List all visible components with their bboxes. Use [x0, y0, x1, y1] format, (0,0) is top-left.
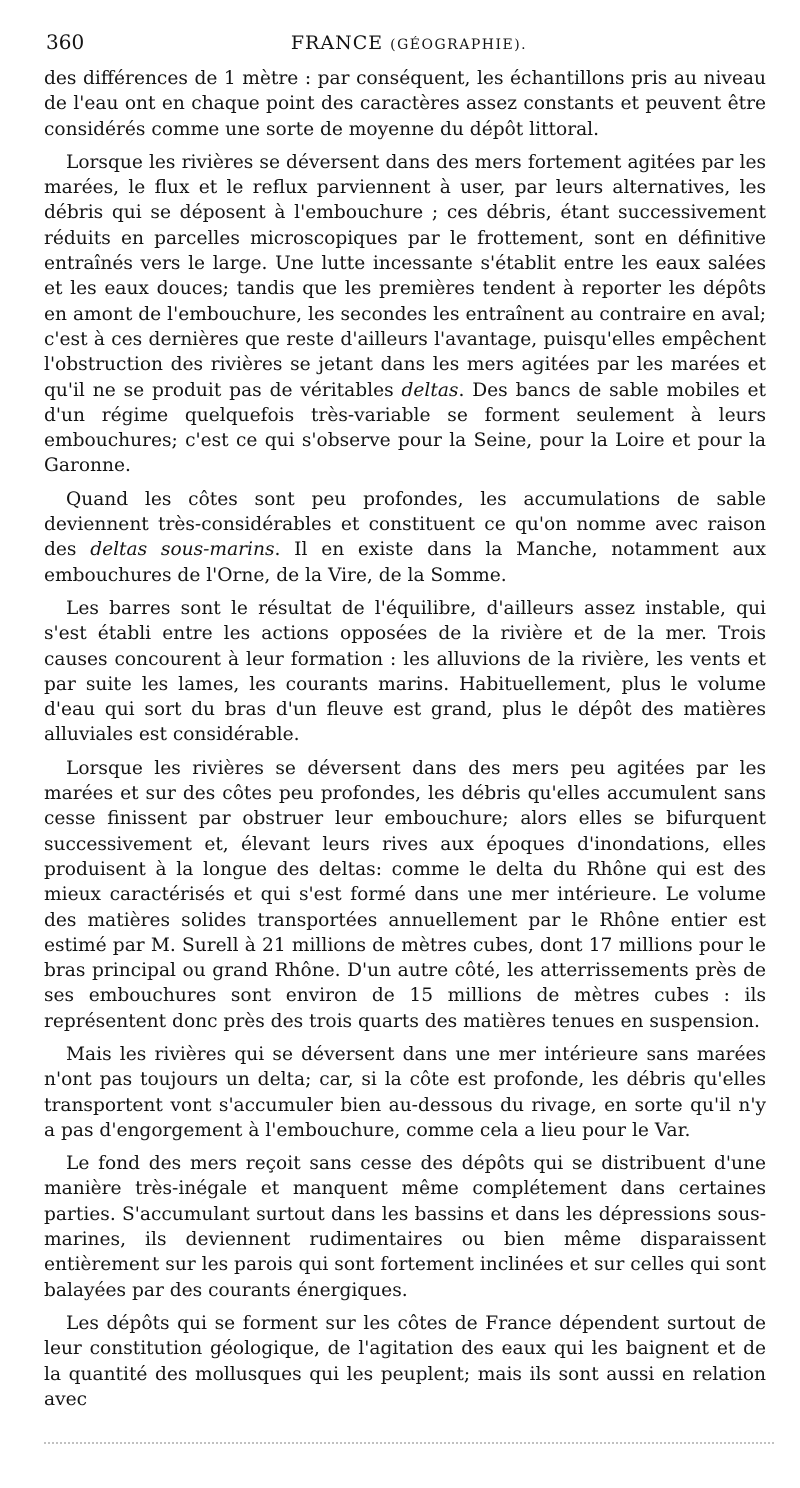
- paragraph-4: Les barres sont le résultat de l'équilibre, d'ailleurs assez instable, qui s'est établi entre les actions opposées de la rivière et de la mer. Trois causes concourent à leur formation : les alluvions de la rivière, les vents et par suite les lames, les courants marins. Habituellement, plus le volume d'eau qui sort du bras d'un fleuve est grand, plus le dépôt des matières alluviales est considérable.: [44, 597, 766, 746]
- italic-term: deltas: [401, 379, 459, 401]
- running-head: [44, 32, 774, 54]
- footer-divider: [44, 1442, 774, 1444]
- paragraph-2: Lorsque les rivières se déversent dans des mers fortement agitées par les marées, le flux et le reflux parviennent à user, par leurs alternatives, les débris qui se déposent à l'embouchure ; ces débris, étant successivement réduits en parcelles microscopiques par le frottement, sont en définitive entraînés vers le large. Une lutte incessante s'établit entre les eaux salées et les eaux douces; tandis que les premières tendent à reporter les dépôts en amont de l'embouchure, les secondes les entraînent au contraire en aval; c'est à ces dernières que reste d'ailleurs l'avantage, puisqu'elles empêchent l'obstruction des rivières se jetant dans les mers agitées par les marées et qu'il ne se produit pas de véritables deltas. Des bancs de sable mobiles et d'un régime quelquefois très-variable se forment seulement à leurs embouchures; c'est ce qui s'observe pour la Seine, pour la Loire et pour la Garonne.: [44, 151, 766, 477]
- paragraph-6: Mais les rivières qui se déversent dans une mer intérieure sans marées n'ont pas toujours un delta; car, si la côte est profonde, les débris qu'elles transportent vont s'accumuler bien au-dessous du rivage, en sorte qu'il n'y a pas d'engorgement à l'embouchure, comme cela a lieu pour le Var.: [44, 1043, 766, 1141]
- paragraph-5: Lorsque les rivières se déversent dans des mers peu agitées par les marées et sur des côtes peu profondes, les débris qu'elles accumulent sans cesse finissent par obstruer leur embouchure; alors elles se bifurquent successivement et, élevant leurs rives aux époques d'inondations, elles produisent à la longue des deltas: comme le delta du Rhône qui est des mieux caractérisés et qui s'est formé dans une mer intérieure. Le volume des matières solides transportées annuellement par le Rhône entier est estimé par M. Surell à 21 millions de mètres cubes, dont 17 millions pour le bras principal ou grand Rhône. D'un autre côté, les atterrissements près de ses embouchures sont environ de 15 millions de mètres cubes : ils représentent donc près des trois quarts des matières tenues en suspension.: [44, 757, 766, 1032]
- page-header: [44, 30, 774, 60]
- paragraph-8: Les dépôts qui se forment sur les côtes de France dépendent surtout de leur constitution géologique, de l'agitation des eaux qui les baignent et de la quantité des mollusques qui les peuplent; mais ils sont aussi en relation avec: [44, 1312, 766, 1410]
- running-head-subtitle: (GÉOGRAPHIE).: [390, 37, 528, 53]
- paragraph-7: Le fond des mers reçoit sans cesse des dépôts qui se distribuent d'une manière très-inégale et manquent même complétement dans certaines parties. S'accumulant surtout dans les bassins et dans les dépressions sous-marines, ils deviennent rudimentaires ou bien même disparaissent entièrement sur les parois qui sont fortement inclinées et sur celles qui sont balayées par des courants énergiques.: [44, 1153, 766, 1301]
- paragraph-3: Quand les côtes sont peu profondes, les accumulations de sable deviennent très-considérables et constituent ce qu'on nomme avec raison des deltas sous-marins. Il en existe dans la Manche, notamment aux embouchures de l'Orne, de la Vire, de la Somme.: [44, 488, 767, 586]
- book-page: [44, 0, 774, 1488]
- paragraph-1: des différences de 1 mètre : par conséquent, les échantillons pris au niveau de l'eau ont en chaque point des caractères assez constants et peuvent être considérés comme une sorte de moyenne du dépôt littoral.: [44, 68, 766, 140]
- body-text: [44, 66, 766, 1420]
- page-number: 360: [46, 30, 85, 54]
- running-head-title: FRANCE: [290, 32, 384, 54]
- italic-term: deltas sous-marins: [90, 539, 275, 561]
